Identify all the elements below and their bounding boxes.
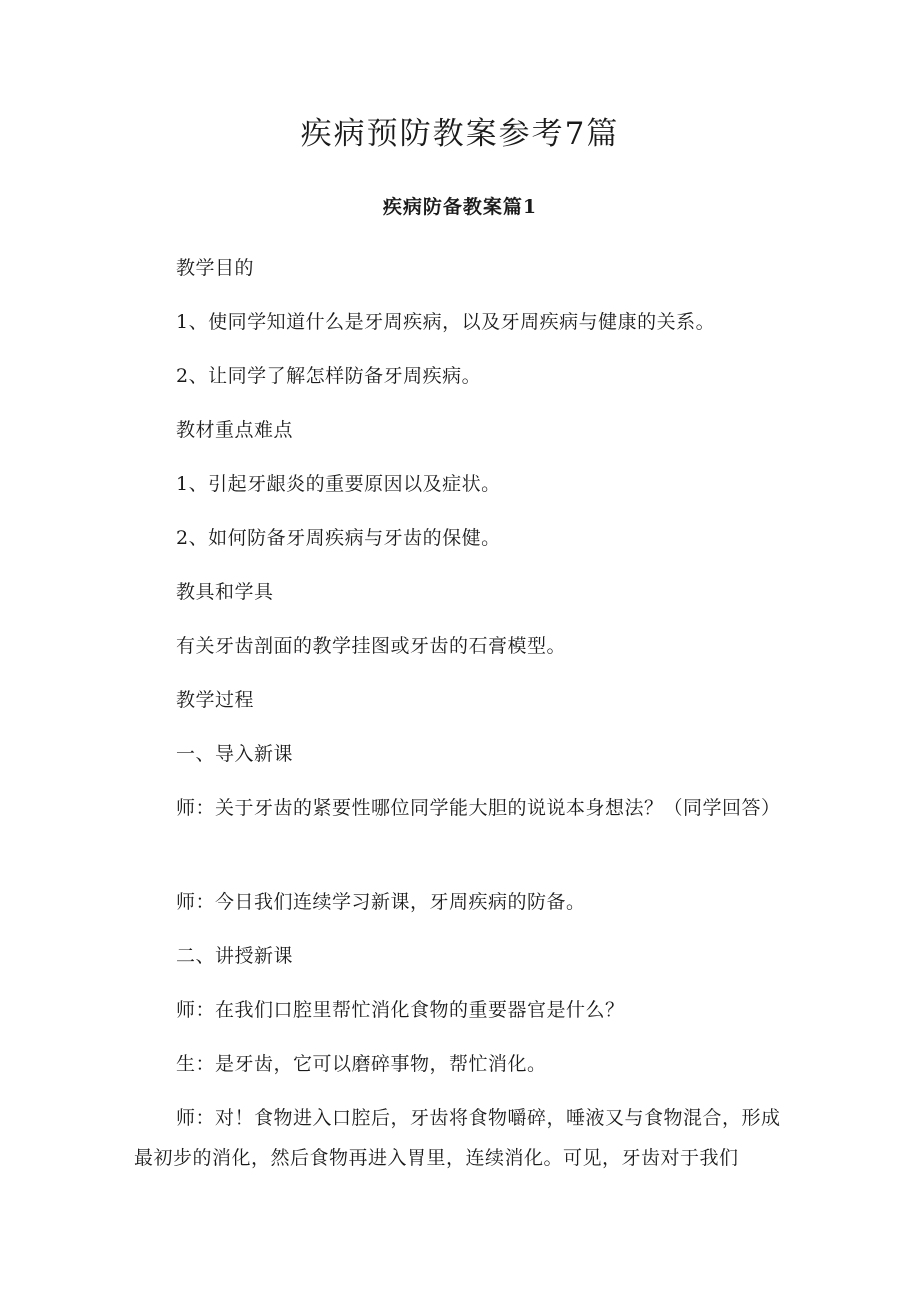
paragraph-process-heading: 教学过程 — [176, 689, 255, 711]
paragraph: 二、讲授新课 — [176, 945, 294, 967]
paragraph: 1、引起牙龈炎的重要原因以及症状。 — [176, 473, 501, 495]
paragraph: 师：对！食物进入口腔后，牙齿将食物嚼碎，唾液又与食物混合，形成最初步的消化，然后食物再进入胃里，连续消化。可见，牙齿对于我们 — [134, 1107, 781, 1169]
paragraph: 生：是牙齿，它可以磨碎事物，帮忙消化。 — [176, 1053, 547, 1075]
paragraph: 师：在我们口腔里帮忙消化食物的重要器官是什么？ — [176, 999, 625, 1021]
paragraph: 师：今日我们连续学习新课，牙周疾病的防备。 — [176, 891, 586, 913]
paragraph: 师：关于牙齿的紧要性哪位同学能大胆的说说本身想法？（同学回答） — [176, 797, 781, 819]
paragraph: 一、导入新课 — [176, 743, 294, 765]
paragraph-teaching-aids-heading: 教具和学具 — [176, 581, 274, 603]
paragraph: 2、让同学了解怎样防备牙周疾病。 — [176, 365, 482, 387]
paragraph: 2、如何防备牙周疾病与牙齿的保健。 — [176, 527, 501, 549]
section-heading: 疾病防备教案篇1 — [382, 196, 538, 218]
paragraph: 1、使同学知道什么是牙周疾病，以及牙周疾病与健康的关系。 — [176, 311, 716, 333]
document-title: 疾病预防教案参考7篇 — [300, 116, 620, 152]
paragraph-teaching-goal-heading: 教学目的 — [176, 257, 255, 279]
paragraph-key-points-heading: 教材重点难点 — [176, 419, 294, 441]
paragraph: 有关牙齿剖面的教学挂图或牙齿的石膏模型。 — [176, 635, 567, 657]
